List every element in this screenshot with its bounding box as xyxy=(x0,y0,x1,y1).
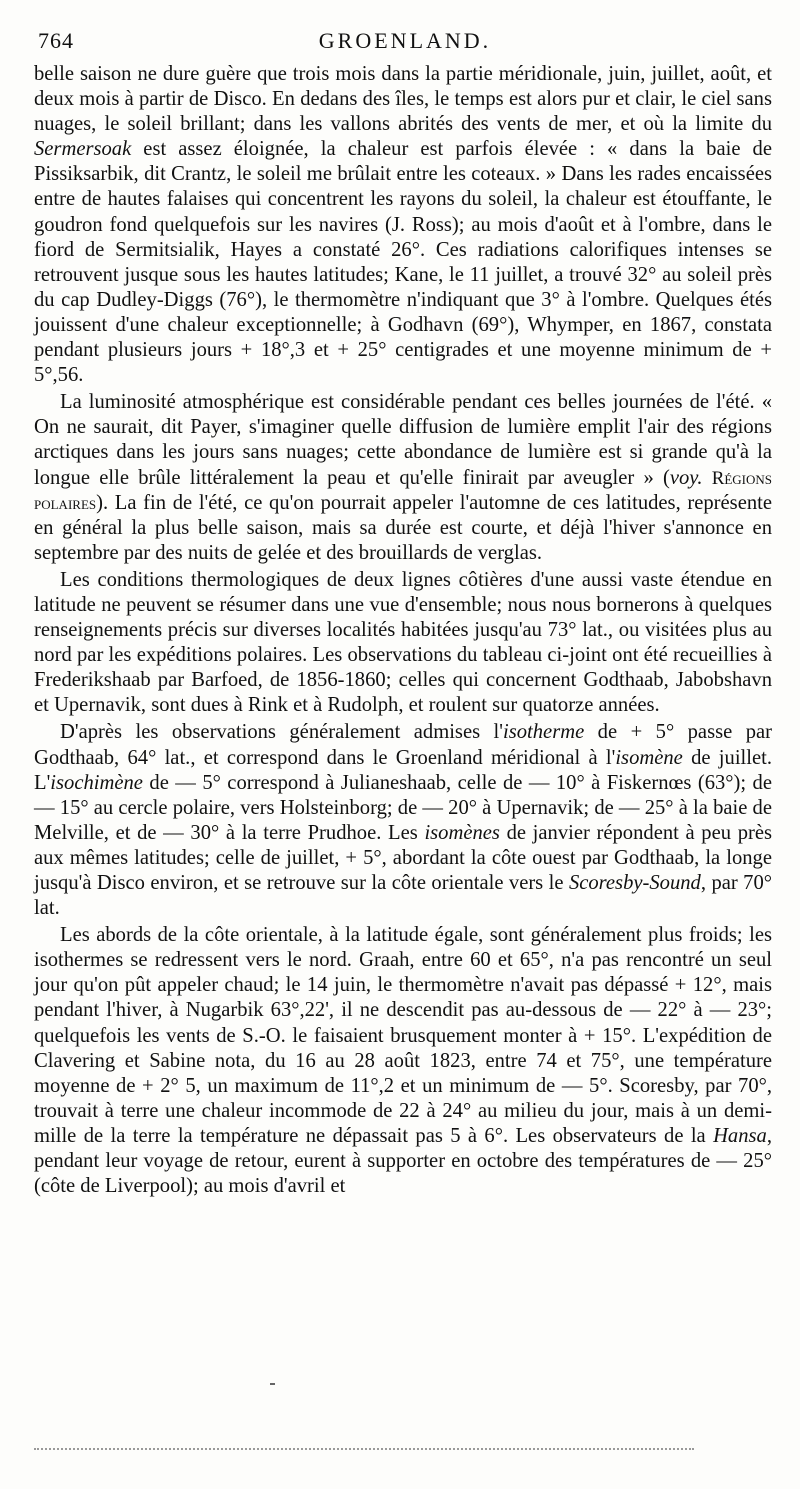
text-run: de + 5° passe par Godthaab, 64° lat., et correspond dans le Groenland méridional à l' xyxy=(34,721,773,769)
paragraph xyxy=(34,720,772,921)
italic-term: Sermersoak xyxy=(34,138,132,161)
italic-term: Scoresby-Sound xyxy=(568,872,701,894)
text-run: La luminosité atmosphérique est considérable pendant ces belles journées de l'été. « On ne saurait, dit Payer, s'imaginer quelle diffusion de lumière emplit l'air des régions arctiques dans les jours sans nuages; cette abondance de lumière est si grande qu'à la longue elle brûle littéralement la peau et qu'elle finirait par aveugler » ( xyxy=(34,391,772,489)
text-run: , par 70° lat. xyxy=(34,872,772,920)
text-run: ). La fin de l'été, ce qu'on pourrait appeler l'automne de ces latitudes, représente en général la plus belle saison, mais sa durée est courte, et déjà l'hiver s'annonce en septembre par des nuits de gelée et des brouillards de verglas. xyxy=(34,491,772,564)
paragraph xyxy=(34,390,772,566)
running-title: GROENLAND. xyxy=(318,28,492,53)
text-run: de — 5° correspond à Julianeshaab, celle de — 10° à Fiskernœs (63°); de — 15° au cercle polaire, vers Holsteinborg; de — 20° à Upernavik; de — 25° à la baie de Melville, et de — 30° à la terre Prudhoe. Les xyxy=(34,771,772,844)
italic-term: isochimène xyxy=(50,771,143,794)
stray-mark xyxy=(270,1383,275,1385)
text-run: D'après les observations généralement admises l' xyxy=(60,721,503,744)
paragraph xyxy=(34,923,772,1199)
italic-term: voy. xyxy=(669,466,703,489)
page-number: 764 xyxy=(38,28,74,53)
text-run: de janvier répondent à peu près aux mêmes latitudes; celle de juillet, + 5°, abordant la côte ouest par Godthaab, la longe jusqu'à Disco environ, et se retrouve sur la côte orientale vers le xyxy=(34,821,772,894)
bottom-dotted-rule xyxy=(34,1448,694,1450)
paragraph xyxy=(34,568,772,719)
text-run: , pendant leur voyage de retour, eurent à supporter en octobre des températures de — 25° (côte de Liverpool); au mois d'avril et xyxy=(34,1124,772,1198)
italic-term: Hansa xyxy=(713,1124,767,1147)
text-run: Les abords de la côte orientale, à la latitude égale, sont généralement plus froids; les isothermes se redressent vers le nord. Graah, entre 60 et 65°, n'a pas rencontré un seul jour qu'on pût appeler chaud; le 14 juin, le thermomètre n'avait pas dépassé + 12°, mais pendant l'hiver, à Nugarbik 63°,22', il ne descendit pas au-dessous de — 22° à — 23°; quelquefois les vents de S.-O. le faisaient brusquement monter à + 15°. L'expédition de Clavering et Sabine nota, du 16 au 28 août 1823, entre 74 et 75°, une température moyenne de + 2° 5, un maximum de 11°,2 et un minimum de — 5°. Scoresby, par 70°, trouvait à terre une chaleur incommode de 22 à 24° au milieu du jour, mais à un demi-mille de la terre la température ne dépassait pas 5 à 6°. Les observateurs de la xyxy=(34,924,772,1147)
small-caps-reference: Régions polaires xyxy=(34,467,772,514)
text-run: de juillet. L' xyxy=(34,746,772,794)
text-run xyxy=(702,467,711,489)
italic-term: isomènes xyxy=(424,821,500,844)
italic-term: isotherme xyxy=(503,721,585,744)
text-run: Les conditions thermologiques de deux lignes côtières d'une aussi vaste étendue en latitude ne peuvent se résumer dans une vue d'ensemble; nous nous bornerons à quelques renseignements précis sur diverses localités habitées jusqu'au 73° lat., ou visitées plus au nord par les expéditions polaires. Les observations du tableau ci-joint ont été recueillies à Frederikshaab par Barfoed, de 1856-1860; celles qui concernent Godthaab, Jabobshavn et Upernavik, sont dues à Rink et à Rudolph, et roulent sur quatorze années. xyxy=(34,568,772,717)
body-text xyxy=(34,62,772,1201)
paragraph xyxy=(34,62,772,388)
page-header xyxy=(38,28,772,58)
italic-term: isomène xyxy=(615,746,683,769)
text-run: est assez éloignée, la chaleur est parfois élevée : « dans la baie de Pissiksarbik, dit Crantz, le soleil me brûlait entre les coteaux. » Dans les rades encaissées entre de hautes falaises qui concentrent les rayons du soleil, la chaleur est étouffante, le goudron fond quelquefois sur les navires (J. Ross); au mois d'août et à l'ombre, dans le fiord de Sermitsialik, Hayes a constaté 26°. Ces radiations calorifiques intenses se retrouvent jusque sous les hautes latitudes; Kane, le 11 juillet, a trouvé 32° au soleil près du cap Dudley-Diggs (76°), le thermomètre n'indiquant que 3° à l'ombre. Quelques étés jouissent d'une chaleur exceptionnelle; à Godhavn (69°), Whymper, en 1867, constata pendant plusieurs jours + 18°,3 et + 25° centigrades et une moyenne minimum de + 5°,56. xyxy=(34,138,772,387)
text-run: belle saison ne dure guère que trois mois dans la partie méridionale, juin, juillet, août, et deux mois à partir de Disco. En dedans des îles, le temps est alors pur et clair, le ciel sans nuages, le soleil brillant; dans les vallons abrités des vents de mer, et où la limite du xyxy=(34,63,772,136)
